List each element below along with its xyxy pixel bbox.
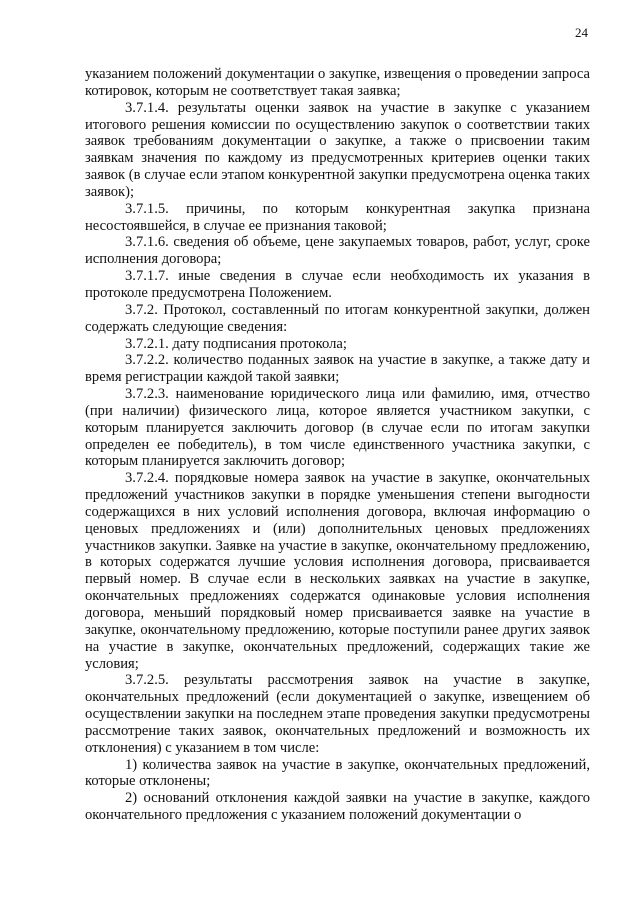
paragraph-3-7-2-4: 3.7.2.4. порядковые номера заявок на участие в закупке, окончательных предложений участников закупки в порядке уменьшения степени выгодности содержащихся в них условий исполнения договора, включая информацию о ценовых предложениях и (или) дополнительных ценовых предложениях участников закупки. Заявке на участие в закупке, окончательному предложению, в которых содержатся лучшие условия исполнения договора, присваивается первый номер. В случае если в нескольких заявках на участие в закупке, окончательных предложениях содержатся одинаковые условия исполнения договора, меньший порядковый номер присваивается заявке на участие в закупке, окончательному предложению, которые поступили ранее других заявок на участие в закупке, окончательных предложений, содержащих такие же условия; bbox=[85, 470, 590, 672]
paragraph-3-7-1-7: 3.7.1.7. иные сведения в случае если необходимость их указания в протоколе предусмотрена Положением. bbox=[85, 268, 590, 301]
paragraph-3-7-2-2: 3.7.2.2. количество поданных заявок на участие в закупке, а также дату и время регистрации каждой такой заявки; bbox=[85, 352, 590, 386]
list-item-2: 2) оснований отклонения каждой заявки на участие в закупке, каждого окончательного предложения с указанием положений документации о bbox=[85, 790, 590, 824]
list-item-1: 1) количества заявок на участие в закупке, окончательных предложений, которые отклонены; bbox=[85, 756, 590, 790]
paragraph-3-7-2-1: 3.7.2.1. дату подписания протокола; bbox=[125, 335, 347, 352]
page-number: 24 bbox=[575, 25, 588, 40]
paragraph-3-7-2-5: 3.7.2.5. результаты рассмотрения заявок на участие в закупке, окончательных предложений (если документацией о закупке, извещением об осуществлении закупки на последнем этапе проведения закупки предусмотрены рассмотрение таких заявок, окончательных предложений и возможность их отклонения) с указанием в том числе: bbox=[85, 672, 590, 756]
paragraph-3-7-1-5: 3.7.1.5. причины, по которым конкурентная закупка признана несостоявшейся, в случае ее признания таковой; bbox=[85, 200, 590, 234]
paragraph-3-7-2: 3.7.2. Протокол, составленный по итогам конкурентной закупки, должен содержать следующие сведения: bbox=[85, 301, 590, 335]
paragraph-continuation: указанием положений документации о закупке, извещения о проведении запроса котировок, которым не соответствует такая заявка; bbox=[85, 66, 590, 99]
paragraph-3-7-2-3: 3.7.2.3. наименование юридического лица или фамилию, имя, отчество (при наличии) физического лица, которое является участником закупки, с которым планируется заключить договор (в случае если по итогам закупки определен ее победитель), в том числе единственного участника закупки, с которым планируется заключить договор; bbox=[85, 386, 590, 470]
page-body bbox=[85, 66, 590, 824]
paragraph-3-7-1-4: 3.7.1.4. результаты оценки заявок на участие в закупке с указанием итогового решения комиссии по осуществлению закупок о соответствии таких заявок требованиям документации о закупке, а также о присвоении таким заявкам значения по каждому из предусмотренных критериев оценки таких заявок (в случае если этапом конкурентной закупки предусмотрена оценка таких заявок); bbox=[85, 99, 590, 200]
paragraph-3-7-1-6: 3.7.1.6. сведения об объеме, цене закупаемых товаров, работ, услуг, сроке исполнения договора; bbox=[85, 234, 590, 268]
